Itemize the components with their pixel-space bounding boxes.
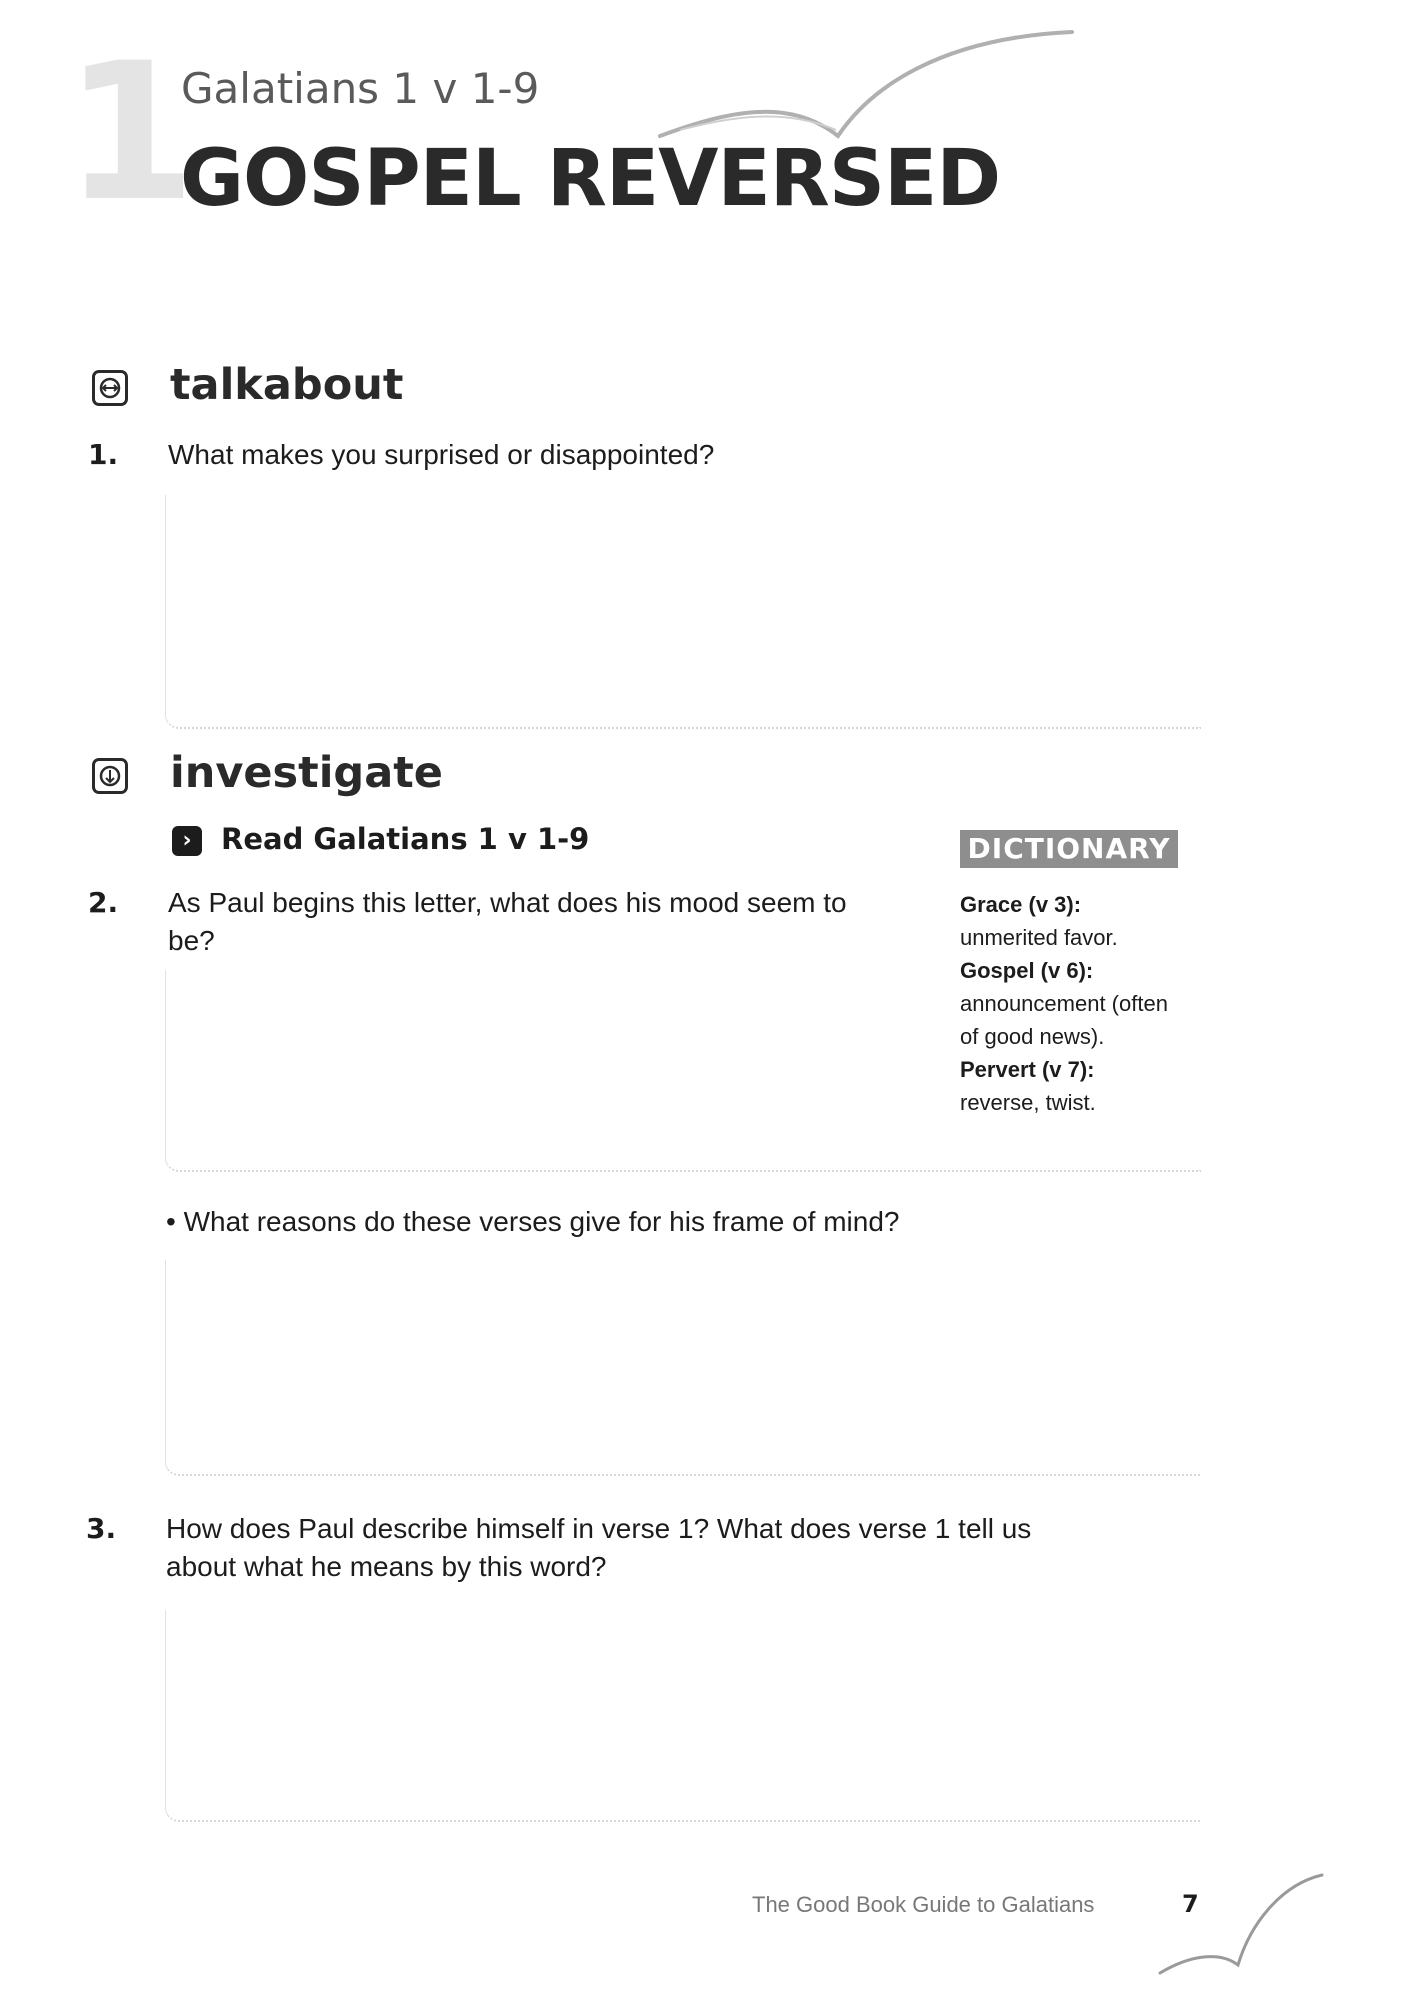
answer-box-q3[interactable] bbox=[165, 1610, 1201, 1822]
passage-reference: Galatians 1 v 1-9 bbox=[181, 64, 540, 113]
question-number: 2. bbox=[88, 886, 119, 919]
dictionary-definition: unmerited favor. bbox=[960, 925, 1118, 950]
question-text-line: As Paul begins this letter, what does his mood seem to bbox=[168, 887, 847, 918]
talkabout-heading: talkabout bbox=[170, 360, 404, 410]
bullet-question: • What reasons do these verses give for his frame of mind? bbox=[166, 1206, 900, 1237]
dictionary-list bbox=[960, 888, 1190, 1119]
question-text bbox=[168, 884, 918, 960]
question-text bbox=[166, 1510, 1206, 1586]
dictionary-term: Grace (v 3): bbox=[960, 892, 1082, 917]
question-text-line: be? bbox=[168, 925, 215, 956]
question-text-line: about what he means by this word? bbox=[166, 1551, 607, 1582]
question-text: What makes you surprised or disappointed? bbox=[168, 439, 715, 470]
investigate-icon bbox=[92, 758, 128, 794]
read-arrow-icon: › bbox=[172, 826, 202, 856]
read-instruction: Read Galatians 1 v 1-9 bbox=[221, 822, 590, 856]
page-number: 7 bbox=[1182, 1890, 1199, 1918]
dictionary-definition: announcement (often bbox=[960, 991, 1168, 1016]
header-swoosh-decoration bbox=[640, 18, 1080, 148]
dictionary-term: Pervert (v 7): bbox=[960, 1057, 1095, 1082]
talkabout-icon bbox=[92, 370, 128, 406]
footer-swoosh-decoration bbox=[1150, 1855, 1330, 1985]
question-number: 1. bbox=[88, 438, 119, 471]
page-title: GOSPEL REVERSED bbox=[180, 134, 1001, 224]
footer-book-title: The Good Book Guide to Galatians bbox=[752, 1892, 1095, 1917]
investigate-heading: investigate bbox=[170, 748, 443, 798]
answer-box-q2-bullet[interactable] bbox=[165, 1260, 1201, 1476]
dictionary-definition: reverse, twist. bbox=[960, 1090, 1096, 1115]
dictionary-definition: of good news). bbox=[960, 1024, 1105, 1049]
dictionary-term: Gospel (v 6): bbox=[960, 958, 1094, 983]
question-number: 3. bbox=[86, 1512, 117, 1545]
answer-box-q1[interactable] bbox=[165, 495, 1201, 729]
chapter-number: 1 bbox=[64, 22, 191, 243]
dictionary-heading: DICTIONARY bbox=[960, 830, 1178, 868]
question-text-line: How does Paul describe himself in verse 1? What does verse 1 tell us bbox=[166, 1513, 1032, 1544]
